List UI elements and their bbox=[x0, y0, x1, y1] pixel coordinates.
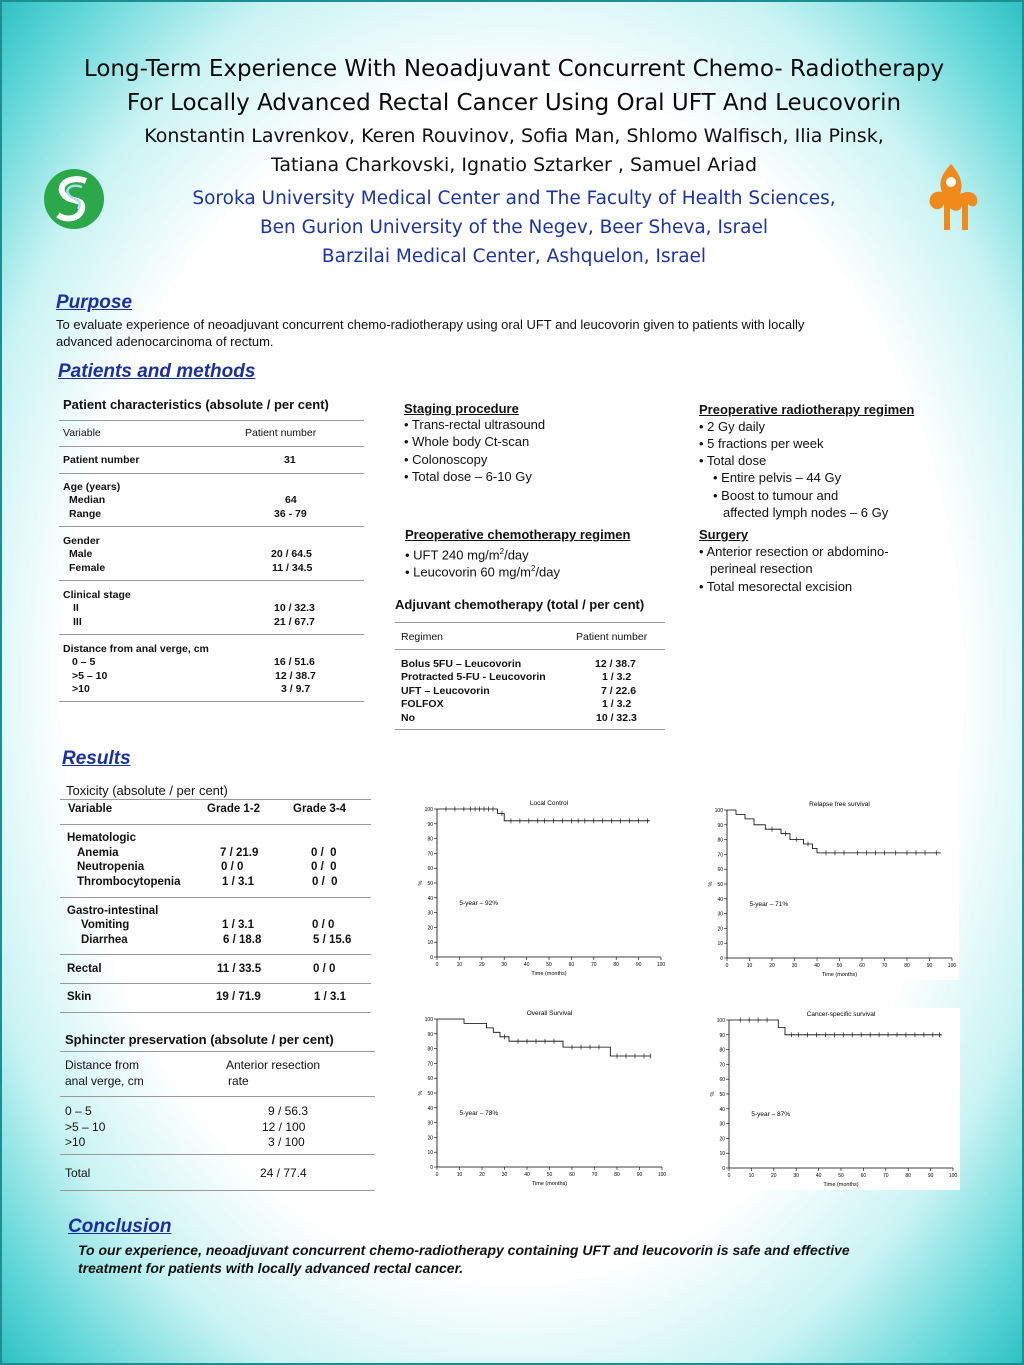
x-tick-label: 80 bbox=[904, 963, 910, 969]
authors-line-2: Tatiana Charkovski, Ignatio Sztarker , Samuel Ariad bbox=[270, 154, 758, 176]
y-tick-label: 40 bbox=[427, 895, 433, 902]
rectal-label: Rectal bbox=[67, 963, 102, 975]
sphincter-total-value: 24 / 77.4 bbox=[260, 1166, 307, 1180]
x-tick-label: 40 bbox=[523, 962, 530, 968]
adjuvant-row-label: Bolus 5FU – Leucovorin bbox=[401, 658, 522, 670]
x-tick-label: 30 bbox=[791, 963, 798, 969]
hematologic-label: Hematologic bbox=[67, 832, 137, 844]
sphincter-row-value: 3 / 100 bbox=[268, 1135, 305, 1149]
patient-table-col-number: Patient number bbox=[245, 427, 317, 439]
conclusion-text-line-2: treatment for patients with locally advanced rectal cancer. bbox=[78, 1260, 464, 1276]
y-tick-label: 60 bbox=[427, 1076, 433, 1083]
x-tick-label: 80 bbox=[614, 1172, 620, 1178]
patient-number-label: Patient number bbox=[63, 454, 140, 466]
sphincter-col2-line1: Anterior resection bbox=[226, 1058, 321, 1072]
y-tick-label: 100 bbox=[714, 808, 723, 814]
x-tick-label: 70 bbox=[881, 963, 888, 969]
y-tick-label: 90 bbox=[427, 821, 433, 828]
y-tick-label: 60 bbox=[427, 866, 433, 873]
y-tick-label: 20 bbox=[719, 1136, 725, 1143]
survival-curve bbox=[729, 1020, 942, 1035]
y-tick-label: 40 bbox=[717, 896, 723, 903]
x-axis-label: Time (months) bbox=[531, 1181, 568, 1187]
y-tick-label: 30 bbox=[719, 1121, 725, 1128]
neutropenia-g34: 0 / 0 bbox=[311, 861, 337, 873]
diarrhea-g34: 5 / 15.6 bbox=[313, 934, 352, 946]
x-tick-label: 40 bbox=[814, 963, 820, 969]
chart-annotation: 5-year – 87% bbox=[751, 1111, 791, 1119]
purpose-heading: Purpose bbox=[56, 292, 133, 313]
stage-2-label: II bbox=[73, 602, 79, 614]
conclusion-text-line-1: To our experience, neoadjuvant concurrent chemo-radiotherapy containing UFT and leucovorin is safe and effective bbox=[78, 1242, 850, 1258]
x-tick-label: 20 bbox=[769, 963, 775, 969]
y-tick-label: 90 bbox=[427, 1031, 433, 1038]
y-tick-label: 50 bbox=[427, 1091, 433, 1097]
toxicity-col-variable: Variable bbox=[68, 803, 113, 815]
x-tick-label: 50 bbox=[546, 962, 552, 968]
y-tick-label: 10 bbox=[427, 940, 433, 947]
x-axis-label: Time (months) bbox=[821, 972, 858, 978]
y-tick-label: 20 bbox=[717, 926, 723, 933]
km-plot-local-control bbox=[415, 797, 668, 979]
median-label: Median bbox=[69, 494, 106, 506]
chart-local-control bbox=[415, 797, 668, 979]
patient-table-col-variable: Variable bbox=[63, 427, 101, 439]
adjuvant-col-number: Patient number bbox=[576, 631, 648, 643]
x-tick-label: 50 bbox=[838, 1173, 844, 1179]
clinical-stage-label: Clinical stage bbox=[63, 589, 131, 601]
female-label: Female bbox=[69, 562, 106, 574]
y-tick-label: 0 bbox=[720, 956, 723, 962]
x-tick-label: 20 bbox=[479, 1172, 485, 1178]
radio-item: affected lymph nodes – 6 Gy bbox=[723, 505, 889, 520]
x-tick-label: 20 bbox=[479, 962, 485, 968]
staging-item: • Total dose – 6-10 Gy bbox=[404, 469, 532, 484]
sphincter-col1-line1: Distance from bbox=[65, 1058, 140, 1072]
thrombocytopenia-label: Thrombocytopenia bbox=[77, 876, 181, 888]
y-tick-label: 80 bbox=[719, 1047, 725, 1054]
chart-overall-survival bbox=[415, 1007, 669, 1189]
x-tick-label: 0 bbox=[727, 1173, 731, 1179]
male-label: Male bbox=[69, 548, 93, 560]
conclusion-heading: Conclusion bbox=[68, 1216, 172, 1237]
x-tick-label: 0 bbox=[435, 1172, 439, 1178]
x-tick-label: 70 bbox=[591, 962, 597, 968]
y-tick-label: 30 bbox=[427, 1120, 433, 1127]
x-tick-label: 10 bbox=[456, 1172, 463, 1178]
male-value: 20 / 64.5 bbox=[271, 548, 312, 560]
chemo-item-leucovorin: • Leucovorin 60 $mg/m^2$/day bbox=[405, 564, 560, 580]
surgery-item: perineal resection bbox=[710, 561, 813, 576]
x-tick-label: 60 bbox=[859, 963, 865, 969]
survival-curve bbox=[437, 809, 650, 821]
neutropenia-label: Neutropenia bbox=[77, 861, 145, 873]
y-axis-label: % bbox=[418, 1090, 424, 1096]
y-tick-label: 80 bbox=[717, 837, 723, 844]
chemo-heading: Preoperative chemotherapy regimen bbox=[405, 527, 631, 542]
km-plot-relapse-free-survival bbox=[705, 798, 959, 980]
adjuvant-row-label: Protracted 5-FU - Leucovorin bbox=[401, 671, 546, 683]
chart-relapse-free-survival bbox=[705, 798, 959, 980]
survival-curve bbox=[437, 1019, 651, 1056]
y-tick-label: 0 bbox=[430, 1165, 433, 1171]
sphincter-col1-line2: anal verge, cm bbox=[65, 1074, 144, 1088]
x-tick-label: 100 bbox=[656, 962, 666, 968]
thrombocytopenia-g12: 1 / 3.1 bbox=[222, 876, 254, 888]
distance-label: Distance from anal verge, cm bbox=[63, 643, 209, 655]
distance-0-5-label: 0 – 5 bbox=[72, 656, 96, 668]
y-tick-label: 30 bbox=[427, 910, 433, 917]
x-tick-label: 30 bbox=[501, 1172, 508, 1178]
y-tick-label: 10 bbox=[719, 1151, 725, 1158]
neutropenia-g12: 0 / 0 bbox=[221, 861, 244, 873]
stage-2-value: 10 / 32.3 bbox=[274, 602, 315, 614]
adjuvant-col-regimen: Regimen bbox=[401, 631, 444, 643]
affiliation-line-2: Ben Gurion University of the Negev, Beer Sheva, Israel bbox=[259, 217, 769, 238]
vomiting-g34: 0 / 0 bbox=[312, 919, 335, 931]
rectal-g34: 0 / 0 bbox=[313, 963, 336, 975]
x-tick-label: 100 bbox=[948, 1173, 958, 1179]
sphincter-col2-line2: rate bbox=[228, 1074, 249, 1088]
y-tick-label: 50 bbox=[717, 882, 723, 888]
adjuvant-row-value: 7 / 22.6 bbox=[601, 685, 637, 697]
y-tick-label: 80 bbox=[427, 1046, 433, 1053]
x-tick-label: 90 bbox=[926, 963, 933, 969]
x-tick-label: 80 bbox=[613, 962, 619, 968]
x-tick-label: 30 bbox=[793, 1173, 799, 1179]
y-tick-label: 80 bbox=[427, 836, 433, 843]
adjuvant-row-value: 1 / 3.2 bbox=[602, 698, 632, 710]
adjuvant-row-value: 1 / 3.2 bbox=[602, 671, 632, 683]
y-tick-label: 50 bbox=[427, 881, 433, 887]
x-tick-label: 90 bbox=[635, 962, 642, 968]
poster-title-line-2: For Locally Advanced Rectal Cancer Using Oral UFT And Leucovorin bbox=[126, 90, 902, 116]
y-tick-label: 30 bbox=[717, 911, 723, 918]
staging-item: • Colonoscopy bbox=[404, 452, 488, 467]
x-tick-label: 10 bbox=[746, 963, 753, 969]
thrombocytopenia-g34: 0 / 0 bbox=[312, 876, 338, 888]
y-axis-label: % bbox=[708, 881, 714, 887]
sphincter-row-value: 9 / 56.3 bbox=[268, 1104, 309, 1118]
surgery-item: • Total mesorectal excision bbox=[699, 579, 853, 594]
radio-item: • Entire pelvis – 44 Gy bbox=[713, 470, 842, 485]
gender-label: Gender bbox=[63, 535, 100, 547]
gastrointestinal-label: Gastro-intestinal bbox=[67, 905, 159, 917]
y-tick-label: 90 bbox=[717, 822, 723, 829]
y-tick-label: 70 bbox=[717, 852, 723, 859]
survival-curve bbox=[727, 810, 941, 853]
chart-title: Cancer-specific survival bbox=[806, 1011, 876, 1018]
sphincter-total-label: Total bbox=[65, 1166, 91, 1180]
vomiting-label: Vomiting bbox=[81, 919, 130, 931]
chart-annotation: 5-year – 71% bbox=[749, 901, 789, 909]
y-tick-label: 10 bbox=[427, 1150, 433, 1157]
chart-cancer-specific-survival bbox=[707, 1008, 960, 1190]
y-axis-label: % bbox=[710, 1091, 716, 1097]
y-tick-label: 60 bbox=[719, 1077, 725, 1084]
x-tick-label: 90 bbox=[927, 1173, 934, 1179]
distance-5-10-label: >5 – 10 bbox=[72, 670, 108, 682]
purpose-text-line-2: advanced adenocarcinoma of rectum. bbox=[56, 334, 274, 349]
anemia-g12: 7 / 21.9 bbox=[220, 847, 259, 859]
chart-title: Overall Survival bbox=[526, 1010, 573, 1017]
affiliation-line-1: Soroka University Medical Center and The Faculty of Health Sciences, bbox=[192, 188, 836, 209]
y-tick-label: 40 bbox=[427, 1105, 433, 1112]
y-tick-label: 50 bbox=[719, 1092, 725, 1098]
adjuvant-table-title: Adjuvant chemotherapy (total / per cent) bbox=[395, 597, 645, 612]
vomiting-g12: 1 / 3.1 bbox=[222, 919, 254, 931]
surgery-heading: Surgery bbox=[699, 527, 749, 542]
y-tick-label: 100 bbox=[424, 1017, 433, 1023]
x-tick-label: 60 bbox=[860, 1173, 867, 1179]
toxicity-title: Toxicity (absolute / per cent) bbox=[66, 783, 228, 798]
sphincter-row-label: >5 – 10 bbox=[65, 1120, 106, 1134]
x-axis-label: Time (months) bbox=[531, 971, 567, 977]
chart-annotation: 5-year – 78% bbox=[459, 1110, 499, 1118]
stage-3-value: 21 / 67.7 bbox=[274, 616, 315, 628]
x-tick-label: 70 bbox=[591, 1172, 598, 1178]
x-tick-label: 0 bbox=[435, 962, 439, 968]
y-tick-label: 60 bbox=[717, 867, 723, 874]
x-tick-label: 40 bbox=[524, 1172, 530, 1178]
y-tick-label: 0 bbox=[722, 1166, 725, 1172]
y-axis-label: % bbox=[418, 880, 424, 886]
staging-heading: Staging procedure bbox=[404, 401, 519, 416]
age-label: Age (years) bbox=[63, 481, 121, 493]
y-tick-label: 40 bbox=[719, 1106, 725, 1113]
staging-item: • Whole body Ct-scan bbox=[404, 434, 530, 449]
surgery-item: • Anterior resection or abdomino- bbox=[699, 544, 889, 559]
authors-line-1: Konstantin Lavrenkov, Keren Rouvinov, Sofia Man, Shlomo Walfisch, Ilia Pinsk, bbox=[144, 125, 884, 147]
chemo-item-uft: • UFT 240 $mg/m^2$/day bbox=[405, 547, 529, 563]
x-tick-label: 50 bbox=[546, 1172, 553, 1178]
affiliation-line-3: Barzilai Medical Center, Ashquelon, Israel bbox=[321, 246, 707, 267]
y-tick-label: 100 bbox=[424, 807, 433, 813]
x-tick-label: 60 bbox=[569, 1172, 575, 1178]
distance-0-5-value: 16 / 51.6 bbox=[274, 656, 315, 668]
x-tick-label: 60 bbox=[568, 962, 575, 968]
soroka-logo bbox=[42, 167, 106, 231]
radio-item: • 5 fractions per week bbox=[699, 436, 824, 451]
toxicity-col-grade12: Grade 1-2 bbox=[207, 803, 261, 815]
diarrhea-label: Diarrhea bbox=[81, 934, 128, 946]
x-tick-label: 20 bbox=[771, 1173, 777, 1179]
x-tick-label: 50 bbox=[836, 963, 843, 969]
skin-g34: 1 / 3.1 bbox=[314, 991, 346, 1003]
x-tick-label: 90 bbox=[636, 1172, 643, 1178]
x-tick-label: 100 bbox=[947, 963, 957, 969]
patient-table-title: Patient characteristics (absolute / per cent) bbox=[63, 397, 329, 412]
x-tick-label: 70 bbox=[883, 1173, 889, 1179]
distance-5-10-value: 12 / 38.7 bbox=[275, 670, 316, 682]
y-tick-label: 70 bbox=[427, 1061, 433, 1068]
y-tick-label: 10 bbox=[717, 941, 723, 948]
skin-label: Skin bbox=[67, 991, 92, 1003]
y-tick-label: 90 bbox=[719, 1032, 725, 1039]
female-value: 11 / 34.5 bbox=[272, 562, 313, 574]
diarrhea-g12: 6 / 18.8 bbox=[223, 934, 262, 946]
anemia-label: Anemia bbox=[77, 847, 119, 859]
y-tick-label: 0 bbox=[430, 955, 433, 961]
radio-item: • Total dose bbox=[699, 453, 767, 468]
radio-item: • Boost to tumour and bbox=[713, 488, 839, 503]
y-tick-label: 70 bbox=[719, 1062, 725, 1069]
adjuvant-row-label: No bbox=[401, 712, 415, 724]
y-tick-label: 70 bbox=[427, 851, 433, 858]
sphincter-row-label: >10 bbox=[65, 1135, 86, 1149]
distance-10-label: >10 bbox=[72, 683, 90, 695]
poster-title-line-1: Long-Term Experience With Neoadjuvant Concurrent Chemo- Radiotherapy bbox=[83, 56, 945, 82]
chart-title: Relapse free survival bbox=[809, 801, 870, 808]
x-tick-label: 10 bbox=[748, 1173, 755, 1179]
median-value: 64 bbox=[285, 494, 297, 506]
skin-g12: 19 / 71.9 bbox=[216, 991, 261, 1003]
x-tick-label: 10 bbox=[456, 962, 463, 968]
anemia-g34: 0 / 0 bbox=[311, 847, 337, 859]
x-axis-label: Time (months) bbox=[823, 1182, 859, 1188]
range-value: 36 - 79 bbox=[274, 508, 307, 520]
x-tick-label: 40 bbox=[815, 1173, 822, 1179]
ben-gurion-logo bbox=[920, 160, 982, 234]
radio-item: • 2 Gy daily bbox=[699, 419, 765, 434]
sphincter-title: Sphincter preservation (absolute / per cent) bbox=[65, 1032, 334, 1047]
x-tick-label: 30 bbox=[501, 962, 507, 968]
range-label: Range bbox=[69, 508, 102, 520]
km-plot-cancer-specific-survival bbox=[707, 1008, 960, 1190]
sphincter-row-value: 12 / 100 bbox=[262, 1120, 306, 1134]
chart-title: Local Control bbox=[529, 800, 569, 807]
y-tick-label: 100 bbox=[716, 1018, 725, 1024]
toxicity-col-grade34: Grade 3-4 bbox=[293, 803, 347, 815]
radio-heading: Preoperative radiotherapy regimen bbox=[699, 402, 915, 417]
staging-item: • Trans-rectal ultrasound bbox=[404, 417, 546, 432]
y-tick-label: 20 bbox=[427, 925, 433, 932]
results-heading: Results bbox=[62, 748, 131, 769]
x-tick-label: 100 bbox=[657, 1172, 667, 1178]
adjuvant-row-value: 12 / 38.7 bbox=[595, 658, 636, 670]
sphincter-row-label: 0 – 5 bbox=[65, 1104, 92, 1118]
adjuvant-row-label: FOLFOX bbox=[401, 698, 444, 710]
stage-3-label: III bbox=[73, 616, 82, 628]
purpose-text-line-1: To evaluate experience of neoadjuvant concurrent chemo-radiotherapy using oral UFT and leucovorin given to patients with locally bbox=[56, 317, 805, 332]
x-tick-label: 80 bbox=[905, 1173, 911, 1179]
adjuvant-row-value: 10 / 32.3 bbox=[596, 712, 637, 724]
distance-10-value: 3 / 9.7 bbox=[281, 683, 311, 695]
chart-annotation: 5-year – 92% bbox=[459, 900, 499, 908]
km-plot-overall-survival bbox=[415, 1007, 669, 1189]
methods-heading: Patients and methods bbox=[58, 361, 256, 382]
rectal-g12: 11 / 33.5 bbox=[217, 963, 262, 975]
x-tick-label: 0 bbox=[725, 963, 729, 969]
y-tick-label: 20 bbox=[427, 1135, 433, 1142]
adjuvant-row-label: UFT – Leucovorin bbox=[401, 685, 490, 697]
patient-number-value: 31 bbox=[284, 454, 296, 466]
